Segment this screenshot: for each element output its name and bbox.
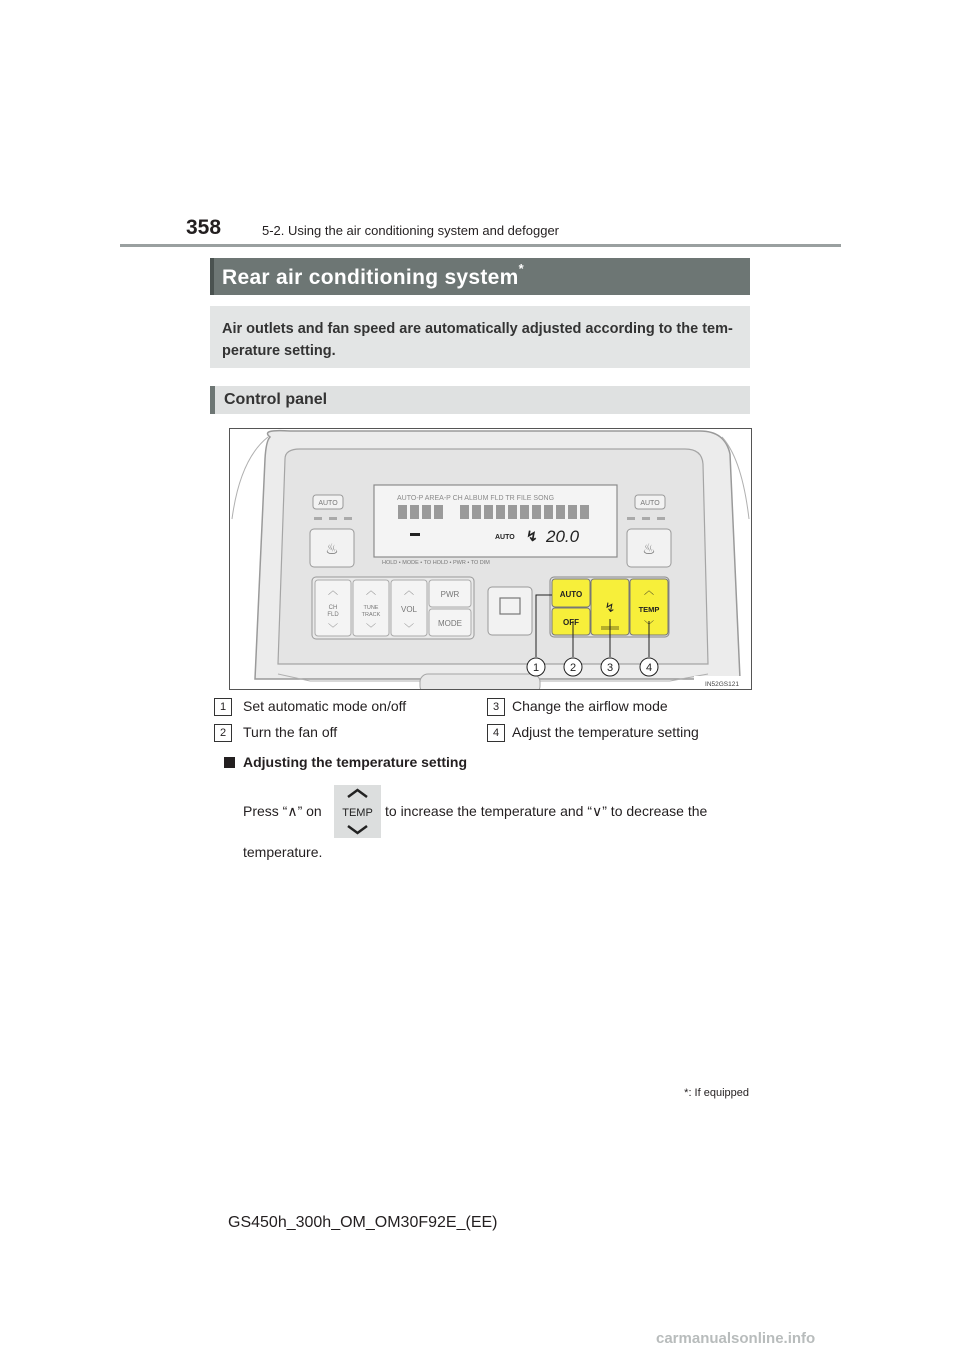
defogger-button <box>488 587 532 635</box>
svg-text:︿: ︿ <box>404 586 414 597</box>
display-modes: AUTO-P AREA-P CH ALBUM FLD TR FILE SONG <box>397 495 555 502</box>
seat-heater-left-icon: ♨ <box>325 541 339 558</box>
footnote-mark: * <box>684 1087 689 1099</box>
caption-4-number: 4 <box>487 724 505 742</box>
press-end: temperature. <box>243 844 323 860</box>
temp-icon-graphic <box>334 785 381 838</box>
footer-doc-id: GS450h_300h_OM_OM30F92E_(EE) <box>228 1214 498 1231</box>
fld-label: FLD <box>327 612 339 618</box>
up-arrow-icon <box>348 790 367 797</box>
temp-icon-label: TEMP <box>342 807 373 819</box>
figure-code: IN52GS121 <box>705 681 739 688</box>
svg-text:3: 3 <box>606 662 614 674</box>
footnote-text: : If equipped <box>688 1087 749 1099</box>
display-hold-text: HOLD • MODE • TO HOLD • PWR • TO DIM <box>382 560 490 566</box>
caption-3-text: Change the airflow mode <box>512 698 668 714</box>
vol-label: VOL <box>400 605 418 614</box>
svg-text:﹀: ﹀ <box>404 624 414 635</box>
seat-heater-right-icon: ♨ <box>642 541 656 558</box>
page-title <box>222 261 524 290</box>
svg-text:︿: ︿ <box>644 586 654 597</box>
display-auto: AUTO <box>495 534 515 541</box>
temp-heading: Adjusting the temperature setting <box>243 754 468 770</box>
airflow-button-icon: ↯ <box>604 600 616 615</box>
press-prefix: Press “∧” on <box>243 803 322 819</box>
ch-label: CH <box>328 605 338 611</box>
caption-3-number: 3 <box>487 698 505 716</box>
caption-4-text: Adjust the temperature setting <box>512 724 699 740</box>
caption-2-text: Turn the fan off <box>243 724 338 740</box>
section-header: 5-2. Using the air conditioning system and defogger <box>262 223 560 238</box>
svg-text:︿: ︿ <box>366 586 376 597</box>
svg-text:︿: ︿ <box>328 586 338 597</box>
down-arrow-icon <box>348 826 367 833</box>
auto-right-label: AUTO <box>640 500 660 507</box>
display-temp: 20.0 <box>546 527 580 546</box>
svg-text:﹀: ﹀ <box>644 621 654 632</box>
watermark: carmanualsonline.info <box>656 1330 816 1347</box>
temp-button-icon <box>334 785 381 838</box>
display-indicator <box>410 533 420 536</box>
caption-2-number: 2 <box>214 724 232 742</box>
pwr-label: PWR <box>440 590 460 599</box>
airflow-icon: ↯ <box>526 528 538 544</box>
title-text: Rear air conditioning system <box>222 266 519 289</box>
title-mark: * <box>518 261 524 276</box>
svg-text:2: 2 <box>569 662 577 674</box>
page-number: 358 <box>186 216 222 239</box>
bottom-tab <box>420 674 540 689</box>
svg-text:﹀: ﹀ <box>328 624 338 635</box>
svg-text:﹀: ﹀ <box>366 624 376 635</box>
svg-text:1: 1 <box>532 662 540 674</box>
subsection-title: Control panel <box>224 391 328 408</box>
subhead-square-icon <box>224 757 235 768</box>
svg-text:4: 4 <box>645 662 653 674</box>
mode-label: MODE <box>438 619 462 628</box>
footnote <box>650 1087 749 1099</box>
auto-left-label: AUTO <box>318 500 338 507</box>
control-panel-figure <box>229 428 752 690</box>
subsection-accent <box>210 386 215 414</box>
track-label: TRACK <box>361 612 381 618</box>
tune-label: TUNE <box>363 605 379 611</box>
caption-1-number: 1 <box>214 698 232 716</box>
intro-text: Air outlets and fan speed are automatically adjusted according to the tem-perature setting. <box>222 321 733 359</box>
caption-1-text: Set automatic mode on/off <box>243 698 407 714</box>
title-accent <box>210 258 214 295</box>
auto-button-label: AUTO <box>559 590 583 599</box>
off-button-label: OFF <box>563 618 579 627</box>
temp-button-label: TEMP <box>638 605 660 614</box>
press-suffix: to increase the temperature and “∨” to decrease the <box>385 803 708 819</box>
header-rule <box>120 244 841 247</box>
control-panel-illustration <box>230 429 751 689</box>
